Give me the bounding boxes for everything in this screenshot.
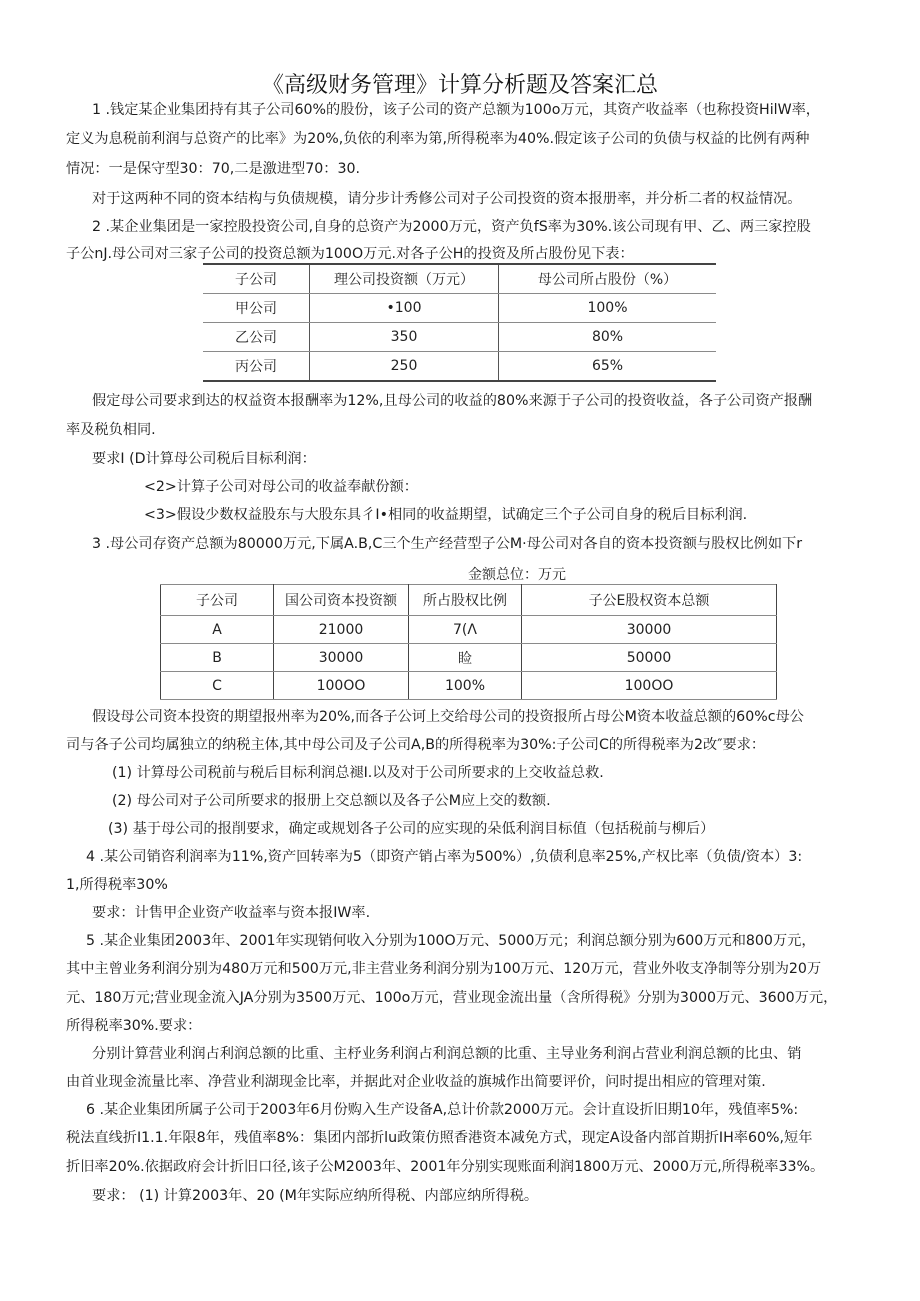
table-row — [203, 352, 716, 382]
q1-line-1: 1 .钱定某企业集团持有其子公司60%的股份，该子公司的资产总额为100o万元，其资产收益率（也称投资HilW率， — [92, 102, 820, 118]
q5-line-2: 其中主曾业务利润分别为480万元和500万元,非主营业务利润分别为100万元、120万元，营业外收支净制等分别为20万 — [66, 961, 822, 977]
q5-req-2: 由首业现金流量比率、净营业利湖现金比率，并据此对企业收益的旗城作出简要评价，问时提出相应的管理对策. — [66, 1074, 766, 1090]
q3-req-3: (3) 基于母公司的报削要求，确定或规划各子公司的应实现的朵低利润目标值（包括税前与柳后） — [108, 821, 715, 837]
table-cell: 250 — [310, 352, 499, 382]
q2-line-3: 假定母公司要求到达的权益资本报酬率为12%,且母公司的收益的80%来源于子公司的投资收益，各子公司资产报酬 — [92, 393, 813, 409]
q1-line-3: 情况：一是保守型30：70,二是激进型70：30. — [66, 161, 361, 177]
q2-req-1: 要求I (D计算母公司税后目标利润： — [92, 451, 316, 467]
q5-line-4: 所得税率30%.要求： — [66, 1018, 202, 1034]
table-header-cell: 国公司资本投资额 — [274, 585, 409, 616]
document-title: 《高级财务管理》计算分析题及答案汇总 — [261, 73, 658, 98]
table-row — [203, 323, 716, 352]
table-cell: 50000 — [522, 644, 777, 672]
q3-line-2: 假设母公司资本投资的期望报州率为20%,而各子公诃上交给母公司的投资报所占母公M资本收益总额的60%c母公 — [92, 709, 804, 725]
q2-line-4: 率及税负相同. — [66, 422, 156, 438]
table-cell: 350 — [310, 323, 499, 352]
table-cell: 30000 — [274, 644, 409, 672]
q4-line-1: 4 .某公司销咨利润率为11%,资产回转率为5（即资产销占率为500%）,负债利息率25%,产权比率（负债/资本）3: — [86, 849, 803, 865]
table-cell: 100OO — [522, 672, 777, 700]
table-header-cell: 子公司 — [203, 264, 310, 294]
subsidiary-equity-table — [160, 584, 777, 700]
q4-line-2: 1,所得税率30% — [66, 877, 168, 893]
table-header-cell: 母公司所占股份（%） — [499, 264, 717, 294]
table-header-cell: 子公司 — [161, 585, 274, 616]
table-cell: 30000 — [522, 616, 777, 644]
table-cell: 100% — [499, 294, 717, 323]
table-row — [161, 644, 777, 672]
q4-req: 要求：计售甲企业资产收益率与资本报IW率. — [92, 905, 371, 921]
table-header-row — [161, 585, 777, 616]
q3-req-1: (1) 计算母公司税前与税后目标利润总褪I.以及对于公司所要求的上交收益总救. — [112, 765, 604, 781]
table-cell: A — [161, 616, 274, 644]
table-row — [203, 294, 716, 323]
table-cell: •100 — [310, 294, 499, 323]
table-cell: 100% — [409, 672, 522, 700]
q6-line-3: 折旧率20%.依据政府会计折旧口径,该子公M2003年、2001年分别实现账面利润1800万元、2000万元,所得税率33%。 — [66, 1159, 825, 1175]
table-cell: 80% — [499, 323, 717, 352]
table-cell: 100OO — [274, 672, 409, 700]
table-cell: C — [161, 672, 274, 700]
q5-req-1: 分别计算营业利润占利润总额的比重、主杼业务利润占利润总额的比重、主导业务利润占营业利润总额的比虫、销 — [92, 1046, 802, 1062]
q2-req-2: <2>计算子公司对母公司的收益奉献份额： — [144, 479, 418, 495]
q3-line-1: 3 .母公司存资产总额为80000万元,下属A.B,C三个生产经营型子公M·母公司对各自的资本投资额与股权比例如下r — [92, 536, 803, 552]
q3-req-2: (2) 母公司对子公司所要求的报册上交总额以及各子公M应上交的数额. — [112, 793, 551, 809]
table-cell: 甲公司 — [203, 294, 310, 323]
table-cell: 睑 — [409, 644, 522, 672]
table-row — [161, 616, 777, 644]
table-cell: B — [161, 644, 274, 672]
table-header-cell: 所占股权比例 — [409, 585, 522, 616]
table-header-cell: 理公司投资额（万元） — [310, 264, 499, 294]
q2-line-1: 2 .某企业集团是一家控股投资公司,自身的总资产为2000万元，资产负fS率为30%.该公司现有甲、乙、两三家控股 — [92, 219, 811, 235]
subsidiary-investment-table — [203, 263, 716, 382]
q5-line-1: 5 .某企业集团2003年、2001年实现销何收入分别为100O万元、5000万元；利润总额分别为600万元和800万元， — [86, 933, 816, 949]
table-cell: 乙公司 — [203, 323, 310, 352]
table-header-cell: 子公E股权资本总额 — [522, 585, 777, 616]
q6-line-1: 6 .某企业集团所属子公司于2003年6月份购入生产设备A,总计价款2000万元。会计直设折旧期10年，残值率5%: — [86, 1102, 799, 1118]
table-cell: 丙公司 — [203, 352, 310, 382]
q1-line-4: 对于这两种不同的资本结构与负债规模，请分步计秀修公司对子公司投资的资本报册率，并分析二者的权益情况。 — [92, 191, 802, 207]
table-row — [161, 672, 777, 700]
q1-line-2: 定义为息税前利润与总资产的比率》为20%,负依的利率为第,所得税率为40%.假定该子公司的负债与权益的比例有两种 — [66, 131, 810, 147]
q6-line-2: 税法直线折I1.1.年限8年，残值率8%：集团内部折lu政策仿照香港资本减免方式，现定A设备内部首期折IH率60%,短年 — [66, 1130, 813, 1146]
q2-req-3: <3>假设少数权益股东与大股东具彳I•相同的收益期望，试确定三个子公司自身的税后目标利润. — [144, 507, 748, 523]
table-header-row — [203, 264, 716, 294]
table-cell: 65% — [499, 352, 717, 382]
q2-line-2: 子公nJ.母公司对三家子公司的投资总额为100O万元.对各子公H的投资及所占股份见下表： — [66, 246, 634, 262]
q3-line-3: 司与各子公司均属独立的纳税主体,其中母公司及子公司A,B的所得税率为30%:子公司C的所得税率为2改″要求： — [66, 737, 766, 753]
table-unit-label: 金额总位：万元 — [468, 567, 566, 583]
q6-req: 要求： (1) 计算2003年、20 (M年实际应纳所得税、内部应纳所得税。 — [92, 1188, 539, 1204]
table-cell: 7(Λ — [409, 616, 522, 644]
table-cell: 21000 — [274, 616, 409, 644]
q5-line-3: 元、180万元;营业现金流入JA分别为3500万元、100o万元，营业现金流出量（含所得税》分别为3000万元、3600万元， — [66, 990, 838, 1006]
